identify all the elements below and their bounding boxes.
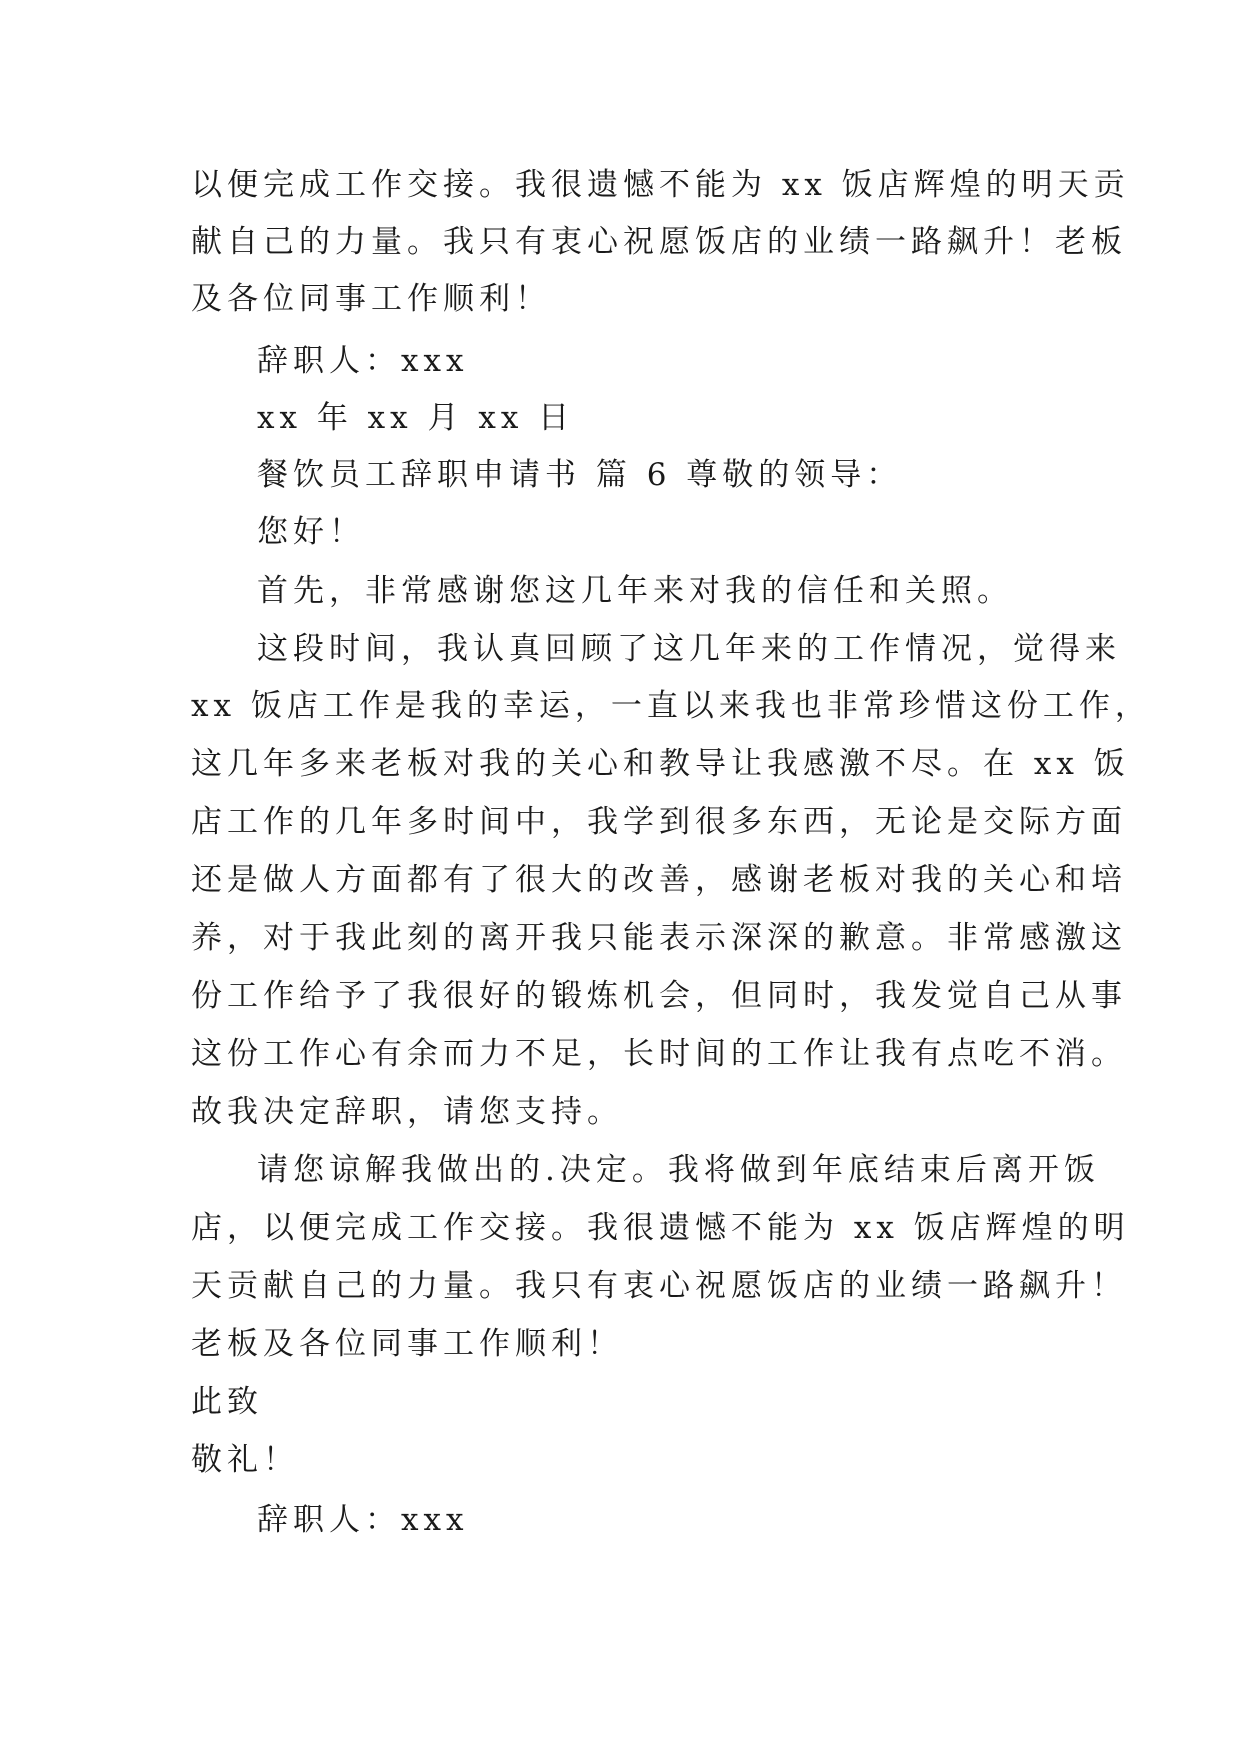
signatory-line: 辞职人：xxx xyxy=(257,343,469,379)
text-line: 请您谅解我做出的.决定。我将做到年底结束后离开饭 xyxy=(257,1152,1100,1188)
signatory-line: 辞职人：xxx xyxy=(257,1502,469,1538)
closing-line: 此致 xyxy=(191,1384,263,1420)
text-line: 及各位同事工作顺利！ xyxy=(191,281,551,317)
text-line: 店工作的几年多时间中，我学到很多东西，无论是交际方面 xyxy=(191,804,1127,840)
text-line: xx 饭店工作是我的幸运，一直以来我也非常珍惜这份工作， xyxy=(191,688,1151,724)
text-line: 献自己的力量。我只有衷心祝愿饭店的业绩一路飙升！老板 xyxy=(191,224,1127,260)
text-line: 份工作给予了我很好的锻炼机会，但同时，我发觉自己从事 xyxy=(191,978,1127,1014)
greeting-line: 您好！ xyxy=(257,514,365,550)
closing-salute: 敬礼！ xyxy=(191,1442,299,1478)
text-line: 以便完成工作交接。我很遗憾不能为 xx 饭店辉煌的明天贡 xyxy=(191,167,1130,203)
text-line: 养，对于我此刻的离开我只能表示深深的歉意。非常感激这 xyxy=(191,920,1127,956)
text-line: 首先，非常感谢您这几年来对我的信任和关照。 xyxy=(257,573,1013,609)
text-line: 老板及各位同事工作顺利！ xyxy=(191,1326,623,1362)
date-line: xx 年 xx 月 xx 日 xyxy=(257,400,575,436)
text-line: 这段时间，我认真回顾了这几年来的工作情况，觉得来 xyxy=(257,631,1121,667)
text-line: 这份工作心有余而力不足，长时间的工作让我有点吃不消。 xyxy=(191,1036,1127,1072)
section-heading: 餐饮员工辞职申请书 篇 6 尊敬的领导： xyxy=(257,457,903,493)
text-line: 天贡献自己的力量。我只有衷心祝愿饭店的业绩一路飙升！ xyxy=(191,1268,1127,1304)
text-line: 故我决定辞职，请您支持。 xyxy=(191,1094,623,1130)
text-line: 这几年多来老板对我的关心和教导让我感激不尽。在 xx 饭 xyxy=(191,746,1130,782)
text-line: 店，以便完成工作交接。我很遗憾不能为 xx 饭店辉煌的明 xyxy=(191,1210,1130,1246)
text-line: 还是做人方面都有了很大的改善，感谢老板对我的关心和培 xyxy=(191,862,1127,898)
